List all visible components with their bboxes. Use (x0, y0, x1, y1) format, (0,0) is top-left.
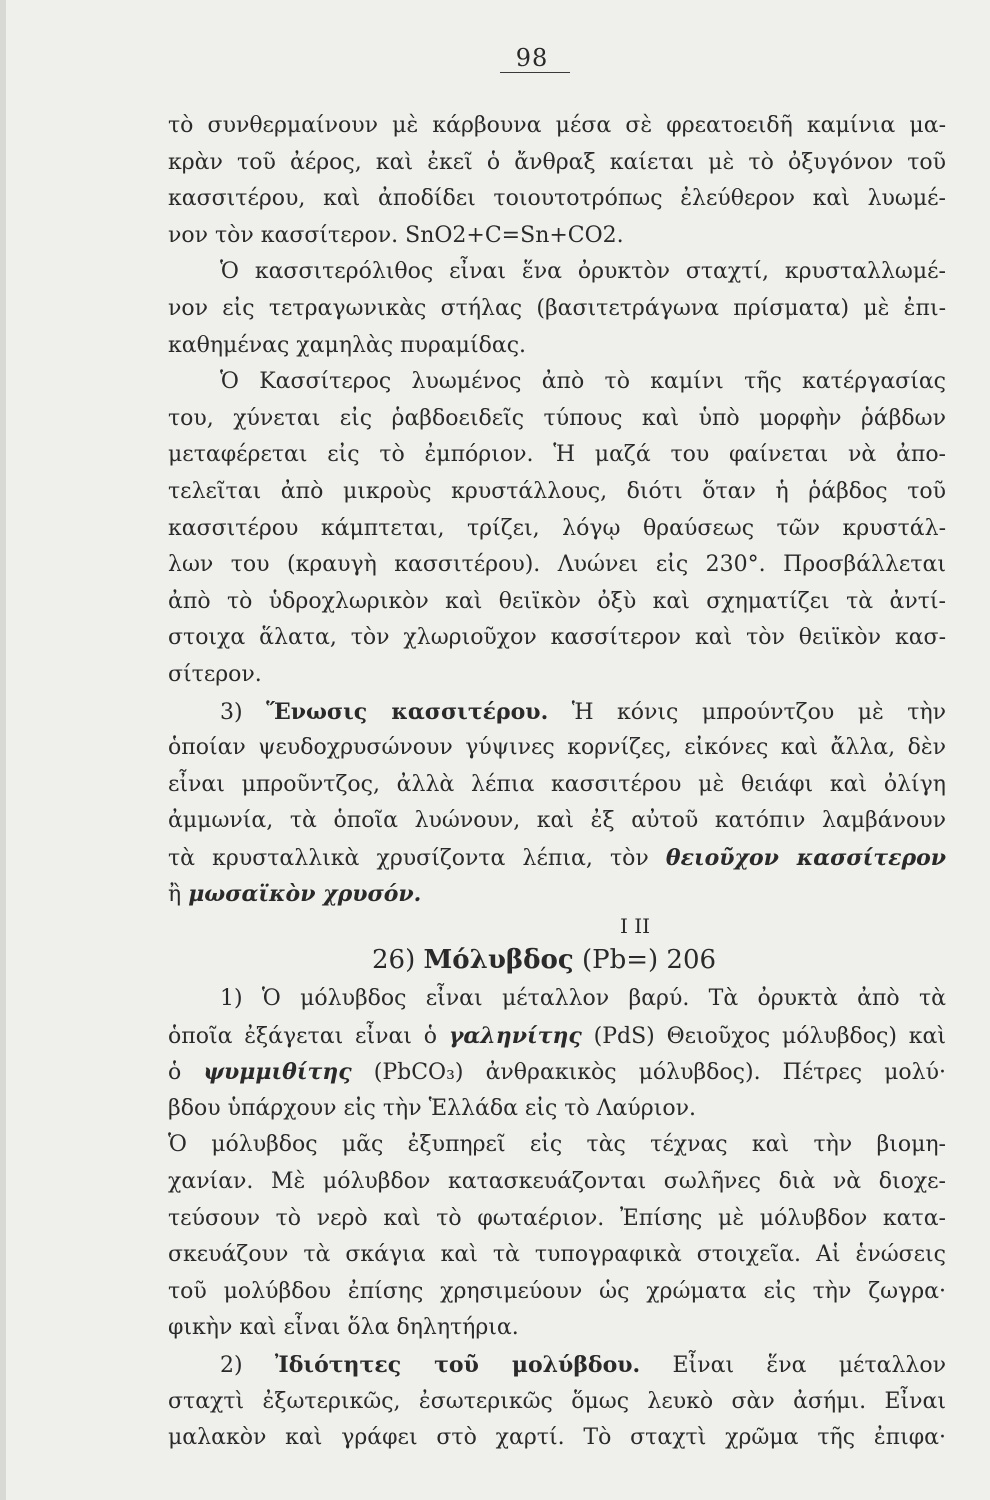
lead-line-3: ὁ ψυμμιθίτης (PbCO₃) ἀνθρακικὸς μόλυβδος). Πέτρες μολύ· (168, 1059, 946, 1086)
mosaic-gold-term: μωσαϊκὸν χρυσόν. (188, 881, 422, 908)
properties-heading: Ἰδιότητες τοῦ μολύβδου. (274, 1352, 641, 1378)
properties-line-2: σταχτὶ ἐξωτερικῶς, ἐσωτερικῶς ὅμως λευκὸ σὰν ἀσήμι. Εἶναι (168, 1388, 946, 1414)
enosis-line-2: ὁποίαν ψευδοχρυσώνουν γύψινες κορνίζες, εἰκόνες καὶ ἄλλα, δὲν (168, 735, 946, 761)
page-edge-shadow (0, 0, 6, 1500)
text-line: Ὁ Κασσίτερος λυωμένος ἀπὸ τὸ καμίνι τῆς κατέργασίας (220, 369, 946, 395)
text-line: στοιχα ἅλατα, τὸν χλωριοῦχον κασσίτερον καὶ τὸν θειϊκὸν κασ- (168, 625, 946, 651)
enosis-line-1: 3) Ἕνωσις κασσιτέρου. Ἡ κόνις μπρούντζου μὲ τὴν (220, 698, 947, 725)
text-line: καθημένας χαμηλὰς πυραμίδας. (168, 332, 527, 358)
galena-term: γαληνίτης (448, 1022, 582, 1049)
section-heading: 26) Μόλυβδος (Pb=) 206 (372, 945, 717, 976)
enosis-line-3: εἶναι μπροῦντζος, ἀλλὰ λέπια κασσιτέρου μὲ θειάφι καὶ ὀλίγη (168, 771, 946, 797)
body-text (168, 108, 946, 1457)
cerussite-term: ψυμμιθίτης (203, 1059, 352, 1086)
text-line: του, χύνεται εἰς ῥαβδοειδεῖς τύπους καὶ ὑπὸ μορφὴν ῥάβδων (168, 405, 946, 431)
text-line: κρὰν τοῦ ἀέρος, καὶ ἐκεῖ ὁ ἄνθραξ καίεται μὲ τὸ ὀξυγόνον τοῦ (168, 149, 946, 175)
properties-line-1: 2) Ἰδιότητες τοῦ μολύβδου. Εἶναι ἕνα μέταλλον (220, 1352, 946, 1378)
section-title: Μόλυβδος (423, 945, 574, 976)
enosis-line-5: τὰ κρυσταλλικὰ χρυσίζοντα λέπια, τὸν θειοῦχον κασσίτερον (168, 844, 947, 871)
text-line: ἀπὸ τὸ ὑδροχλωρικὸν καὶ θειϊκὸν ὀξὺ καὶ σχηματίζει τὰ ἀντί- (168, 588, 946, 614)
thioxon-term: θειοῦχον κασσίτερον (665, 844, 947, 871)
lead-use-line-3: τεύσουν τὸ νερὸ καὶ τὸ φωταέριον. Ἐπίσης μὲ μόλυβδον κατα- (168, 1205, 946, 1231)
page-number: 98 (515, 44, 549, 72)
enosis-line-4: ἀμμωνία, τὰ ὁποῖα λυώνουν, καὶ ἐξ αὐτοῦ κατόπιν λαμβάνουν (168, 808, 946, 834)
text-line: Ὁ κασσιτερόλιθος εἶναι ἕνα ὀρυκτὸν σταχτί, κρυσταλλωμέ- (220, 259, 946, 285)
tin-paragraphs (168, 108, 946, 694)
section-mark: I II (620, 914, 651, 939)
text-line: κασσιτέρου κάμπτεται, τρίζει, λόγῳ θραύσεως τῶν κρυστάλ- (168, 515, 946, 541)
text-line: νον εἰς τετραγωνικὰς στήλας (βασιτετράγωνα πρίσματα) μὲ ἐπι- (168, 295, 946, 321)
text-line: σίτερον. (168, 661, 262, 687)
text-line: κασσιτέρου, καὶ ἀποδίδει τοιουτοτρόπως ἐλεύθερον καὶ λυωμέ- (168, 186, 946, 212)
lead-use-line-1: Ὁ μόλυβδος μᾶς ἐξυπηρεῖ εἰς τὰς τέχνας καὶ τὴν βιομη- (168, 1132, 946, 1158)
text-line: νον τὸν κασσίτερον. SnO2+C=Sn+CO2. (168, 222, 624, 248)
lead-use-line-4: σκευάζουν τὰ σκάγια καὶ τὰ τυπογραφικὰ στοιχεῖα. Αἱ ἑνώσεις (168, 1242, 946, 1268)
lead-line-4: βδου ὑπάρχουν εἰς τὴν Ἑλλάδα εἰς τὸ Λαύριον. (168, 1095, 696, 1121)
lead-use-line-2: χανίαν. Μὲ μόλυβδον κατασκευάζονται σωλῆνες διὰ νὰ διοχε- (168, 1169, 946, 1195)
page-number-rule (500, 72, 570, 73)
text-line: τελεῖται ἀπὸ μικροὺς κρυστάλλους, διότι ὅταν ἡ ῥάβδος τοῦ (168, 478, 946, 504)
text-line: μεταφέρεται εἰς τὸ ἐμπόριον. Ἡ μαζά του φαίνεται νὰ ἀπο- (168, 442, 946, 468)
enosis-heading: Ἕνωσις κασσιτέρου. (266, 698, 549, 725)
lead-line-2: ὁποῖα ἐξάγεται εἶναι ὁ γαληνίτης (PdS) Θειοῦχος μόλυβδος) καὶ (168, 1022, 947, 1049)
text-line: τὸ συνθερμαίνουν μὲ κάρβουνα μέσα σὲ φρεατοειδῆ καμίνια μα- (168, 113, 946, 138)
lead-use-line-6: φικὴν καὶ εἶναι ὅλα δηλητήρια. (168, 1315, 519, 1341)
properties-line-3: μαλακὸν καὶ γράφει στὸ χαρτί. Τὸ σταχτὶ χρῶμα τῆς ἐπιφα· (168, 1425, 946, 1451)
lead-line-1: 1) Ὁ μόλυβδος εἶναι μέταλλον βαρύ. Τὰ ὀρυκτὰ ἀπὸ τὰ (220, 986, 946, 1012)
text-line: λων του (κραυγὴ κασσιτέρου). Λυώνει εἰς 230°. Προσβάλλεται (168, 552, 946, 578)
enosis-line-6: ἢ μωσαϊκὸν χρυσόν. (168, 881, 422, 908)
lead-use-line-5: τοῦ μολύβδου ἐπίσης χρησιμεύουν ὡς χρώματα εἰς τὴν ζωγρα· (168, 1278, 946, 1304)
